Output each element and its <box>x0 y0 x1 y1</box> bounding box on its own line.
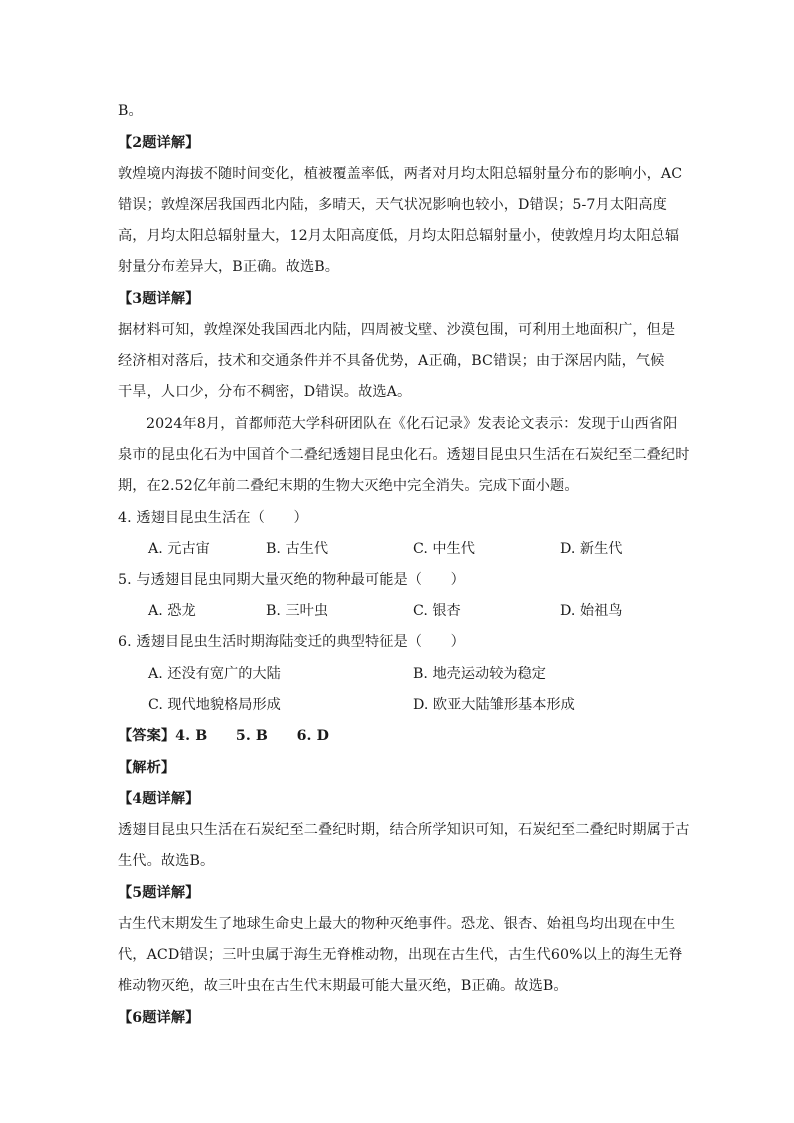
section-heading-q5: 【5题详解】 <box>118 885 200 901</box>
question-4: 4. 透翅目昆虫生活在（ ） <box>118 510 308 526</box>
paragraph-line: 错误；敦煌深居我国西北内陆，多晴天，天气状况影响也较小，D错误；5-7月太阳高度 <box>118 197 667 213</box>
section-heading-q6: 【6题详解】 <box>118 1010 200 1026</box>
q5-option-b: B. 三叶虫 <box>266 603 329 619</box>
material-paragraph-line: 2024年8月，首都师范大学科研团队在《化石记录》发表论文表示：发现于山西省阳 <box>146 416 678 432</box>
section-heading-q2: 【2题详解】 <box>118 135 200 151</box>
material-paragraph-line: 泉市的昆虫化石为中国首个二叠纪透翅目昆虫化石。透翅目昆虫只生活在石炭纪至二叠纪时 <box>118 447 690 463</box>
analysis-heading: 【解析】 <box>118 760 176 776</box>
paragraph-line: 据材料可知，敦煌深处我国西北内陆，四周被戈壁、沙漠包围，可利用土地面积广，但是 <box>118 322 676 338</box>
q6-option-b: B. 地壳运动较为稳定 <box>413 666 546 682</box>
q4-option-b: B. 古生代 <box>266 541 329 557</box>
material-paragraph-line: 期，在2.52亿年前二叠纪末期的生物大灭绝中完全消失。完成下面小题。 <box>118 478 579 494</box>
paragraph-line: 透翅目昆虫只生活在石炭纪至二叠纪时期，结合所学知识可知，石炭纪至二叠纪时期属于古 <box>118 822 690 838</box>
paragraph-line: 经济相对落后，技术和交通条件并不具备优势，A正确，BC错误；由于深居内陆，气候 <box>118 353 665 369</box>
paragraph-line: 高，月均太阳总辐射量大，12月太阳高度低，月均太阳总辐射量小，使敦煌月均太阳总辐 <box>118 228 680 244</box>
paragraph-line: 椎动物灭绝，故三叶虫在古生代末期最可能大量灭绝，B正确。故选B。 <box>118 978 568 994</box>
paragraph-line: 古生代末期发生了地球生命史上最大的物种灭绝事件。恐龙、银杏、始祖鸟均出现在中生 <box>118 916 676 932</box>
q4-option-d: D. 新生代 <box>560 541 623 557</box>
paragraph-line: 射量分布差异大，B正确。故选B。 <box>118 259 340 275</box>
paragraph-line: 敦煌境内海拔不随时间变化，植被覆盖率低，两者对月均太阳总辐射量分布的影响小，AC <box>118 166 683 182</box>
q5-option-a: A. 恐龙 <box>148 603 196 619</box>
q4-option-c: C. 中生代 <box>413 541 475 557</box>
answer-line: 【答案】4. B 5. B 6. D <box>118 728 330 744</box>
paragraph-line: 干旱，人口少，分布不稠密，D错误。故选A。 <box>118 384 412 400</box>
paragraph-line: 生代。故选B。 <box>118 853 215 869</box>
q6-option-c: C. 现代地貌格局形成 <box>148 697 281 713</box>
question-6: 6. 透翅目昆虫生活时期海陆变迁的典型特征是（ ） <box>118 634 465 650</box>
question-5: 5. 与透翅目昆虫同期大量灭绝的物种最可能是（ ） <box>118 572 465 588</box>
q6-option-d: D. 欧亚大陆雏形基本形成 <box>413 697 575 713</box>
paragraph-line: 代，ACD错误；三叶虫属于海生无脊椎动物，出现在古生代，古生代60%以上的海生无脊 <box>118 947 683 963</box>
q6-option-a: A. 还没有宽广的大陆 <box>148 666 281 682</box>
section-heading-q4: 【4题详解】 <box>118 791 200 807</box>
q5-option-c: C. 银杏 <box>413 603 461 619</box>
q4-option-a: A. 元古宙 <box>148 541 210 557</box>
section-heading-q3: 【3题详解】 <box>118 291 200 307</box>
q5-option-d: D. 始祖鸟 <box>560 603 623 619</box>
answer-continuation: B。 <box>118 103 143 119</box>
